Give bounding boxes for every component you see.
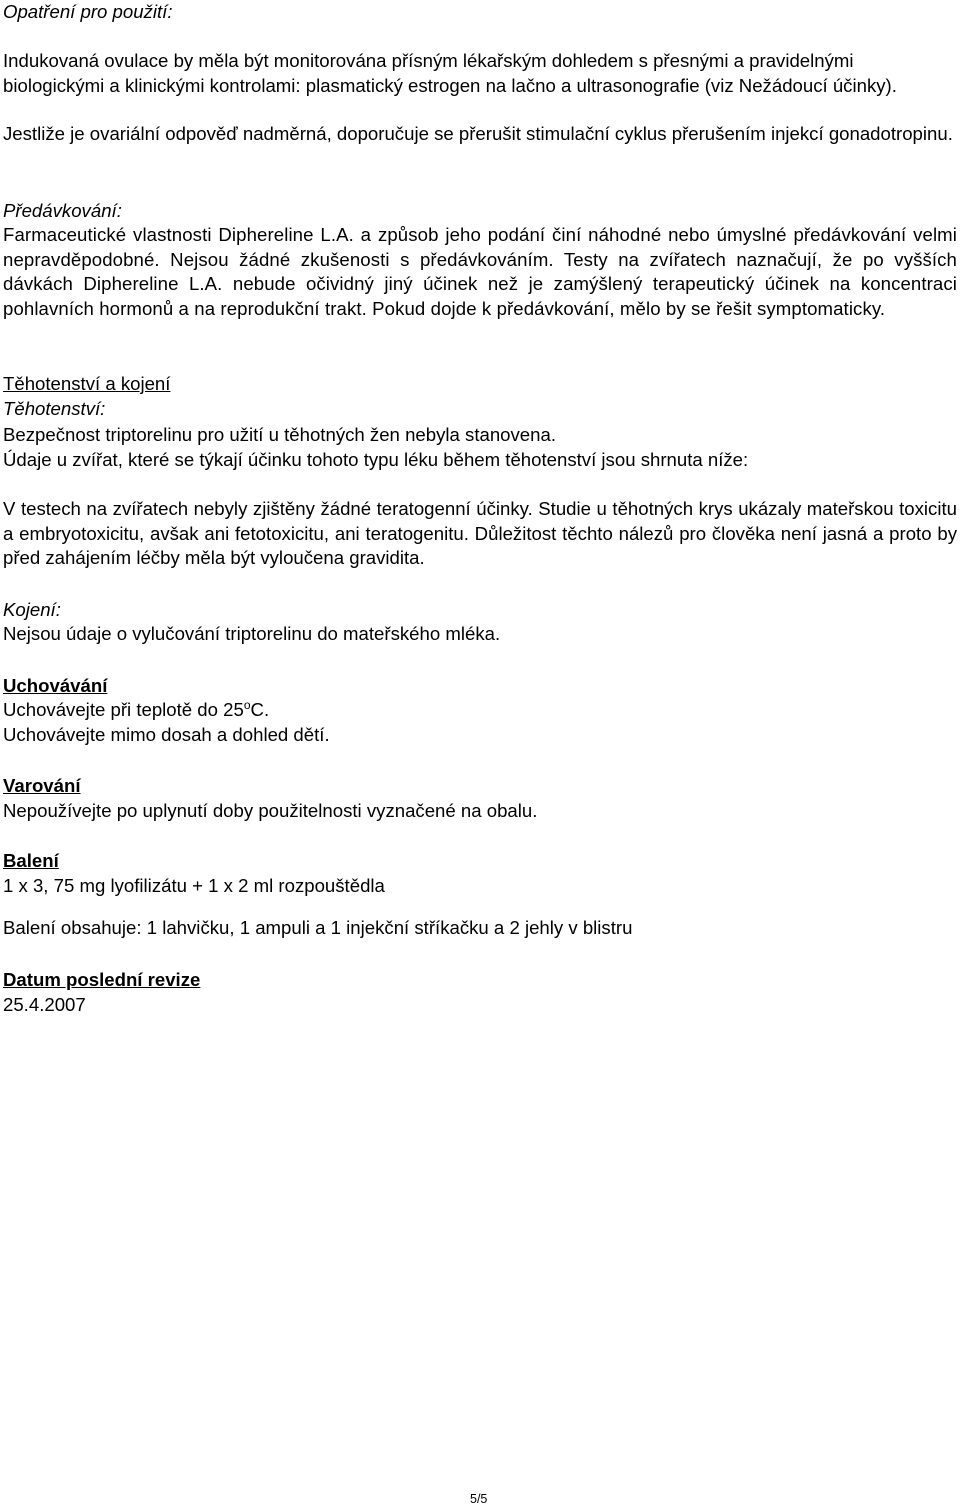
section-heading-kojeni: Kojení: bbox=[3, 599, 61, 620]
paragraph-predavkovani: Farmaceutické vlastnosti Diphereline L.A. a způsob jeho podání činí náhodné nebo úmyslné předávkování velmi nepravděpodobné. Nejsou žádné zkušenosti s předávkováním. Testy na zvířatech naznačují, že po vyšších dávkách Diphereline L.A. nebude očividný jiný účinek než je zamýšlený terapeutický účinek na koncentraci pohlavních hormonů a na reprodukční trakt. Pokud dojde k předávkování, mělo by se řešit symptomaticky. bbox=[3, 224, 957, 319]
section-heading-predavkovani: Předávkování: bbox=[3, 200, 122, 221]
paragraph-tehotenstvi-1: Bezpečnost triptorelinu pro užití u těhotných žen nebyla stanovena. bbox=[3, 424, 556, 445]
paragraph-opatreni-1: Indukovaná ovulace by měla být monitorována přísným lékařským dohledem s přesnými a pravidelnými biologickými a klinickými kontrolami: plasmatický estrogen na lačno a ultrasonografie (viz Nežádoucí účinky). bbox=[3, 50, 897, 96]
storage-temperature-text: Uchovávejte při teplotě do 25 bbox=[3, 699, 244, 720]
paragraph-tehotenstvi-2: Údaje u zvířat, které se týkají účinku tohoto typu léku během těhotenství jsou shrnuta níže: bbox=[3, 449, 749, 470]
section-heading-varovani: Varování bbox=[3, 775, 81, 796]
storage-temperature-unit: C. bbox=[250, 699, 270, 720]
paragraph-kojeni: Nejsou údaje o vylučování triptorelinu do mateřského mléka. bbox=[3, 623, 501, 644]
section-heading-tehotenstvi: Těhotenství a kojení bbox=[3, 373, 171, 394]
revision-date: 25.4.2007 bbox=[3, 994, 86, 1015]
section-heading-revize: Datum poslední revize bbox=[3, 969, 201, 990]
paragraph-tehotenstvi-3: V testech na zvířatech nebyly zjištěny žádné teratogenní účinky. Studie u těhotných krys ukázaly mateřskou toxicitu a embryotoxicitu, avšak ani fetotoxicitu, ani teratogenitu. Důležitost těchto nálezů pro člověka není jasná a proto by před zahájením léčby měla být vyloučena gravidita. bbox=[3, 498, 957, 568]
package-description-line: Balení obsahuje: 1 lahvičku, 1 ampuli a 1 injekční stříkačku a 2 jehly v blistru bbox=[3, 917, 633, 938]
storage-temperature-line bbox=[3, 698, 269, 723]
paragraph-opatreni-2: Jestliže je ovariální odpověď nadměrná, doporučuje se přerušit stimulační cyklus přerušením injekcí gonadotropinu. bbox=[3, 123, 953, 144]
page-number: 5/5 bbox=[470, 1492, 488, 1506]
section-heading-uchovavani: Uchovávání bbox=[3, 675, 108, 696]
section-heading-opatreni: Opatření pro použití: bbox=[3, 1, 173, 22]
package-contents-line: 1 x 3, 75 mg lyofilizátu + 1 x 2 ml rozpouštědla bbox=[3, 875, 385, 896]
degree-sign: o bbox=[243, 698, 251, 712]
storage-children-line: Uchovávejte mimo dosah a dohled dětí. bbox=[3, 724, 330, 745]
subheading-tehotenstvi: Těhotenství: bbox=[3, 398, 106, 419]
paragraph-varovani: Nepoužívejte po uplynutí doby použitelnosti vyznačené na obalu. bbox=[3, 800, 538, 821]
section-heading-baleni: Balení bbox=[3, 850, 59, 871]
